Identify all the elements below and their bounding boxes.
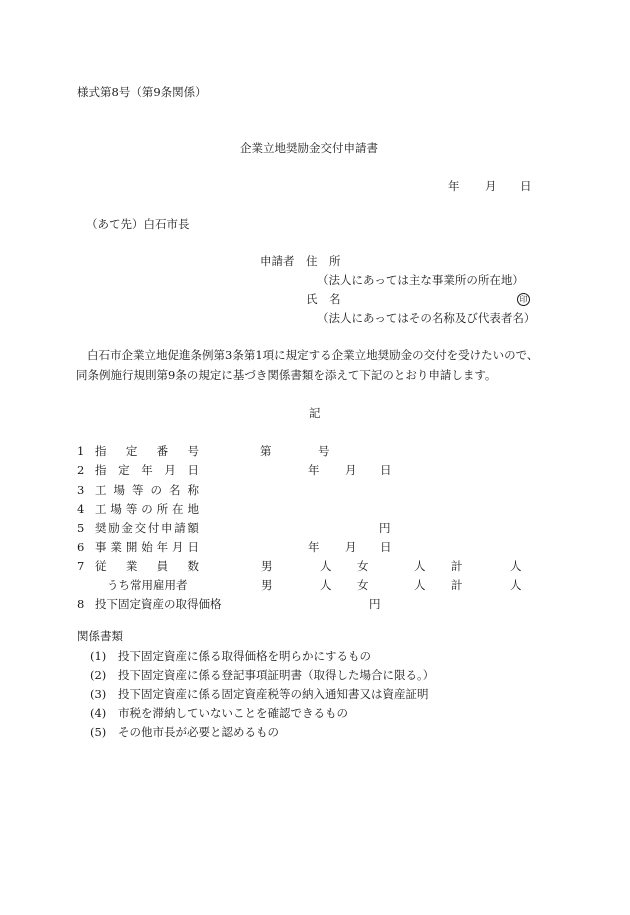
label-char: 定 — [125, 444, 138, 458]
date-year: 年 — [448, 179, 460, 193]
label-char: 指 — [95, 444, 107, 458]
item-number: 3 — [77, 483, 85, 497]
item-number: 5 — [77, 521, 85, 535]
male-label: 男 — [261, 578, 273, 592]
label-char: 号 — [187, 444, 199, 458]
item-label-designation-date — [95, 465, 199, 477]
address-note: （法人にあっては主な事業所の所在地） — [317, 273, 524, 287]
date-year: 年 — [308, 540, 320, 554]
female-label: 女 — [357, 559, 369, 573]
item-label-regular-employees: うち常用雇用者 — [107, 578, 188, 592]
item-label-employee-count — [95, 561, 199, 573]
label-char: 事 — [95, 540, 107, 554]
item-label-acquisition-price: 投下固定資産の取得価格 — [95, 597, 222, 611]
label-char: 業 — [110, 540, 122, 554]
date-month: 月 — [485, 179, 497, 193]
label-char: 在 — [172, 502, 184, 516]
item-label-subsidy-amount — [95, 523, 199, 535]
label-char: 工 — [95, 483, 107, 497]
label-char: 励 — [108, 521, 120, 535]
go-label: 号 — [318, 444, 330, 458]
doc-number: (3) — [90, 687, 107, 701]
doc-text: 投下固定資産に係る登記事項証明書（取得した場合に限る。） — [118, 668, 435, 682]
label-char: 従 — [95, 559, 107, 573]
ki-heading: 記 — [309, 406, 321, 420]
label-char: 日 — [187, 463, 199, 477]
person-unit: 人 — [320, 578, 332, 592]
person-unit: 人 — [320, 559, 332, 573]
item-number: 7 — [77, 559, 85, 573]
label-char: 年 — [156, 540, 169, 554]
doc-text: 投下固定資産に係る取得価格を明らかにするもの — [118, 649, 371, 663]
label-char: 請 — [174, 521, 186, 535]
label-char: 等 — [125, 502, 138, 516]
doc-number: (2) — [90, 668, 107, 682]
date-day: 日 — [380, 463, 392, 477]
label-char: 所 — [156, 502, 169, 516]
date-month: 月 — [345, 540, 357, 554]
label-char: 工 — [95, 502, 107, 516]
name-note: （法人にあってはその名称及び代表者名） — [317, 311, 536, 325]
address-label: 住 所 — [306, 254, 341, 268]
item-number: 2 — [77, 463, 85, 477]
label-char: 額 — [187, 521, 199, 535]
person-unit: 人 — [510, 559, 522, 573]
label-char: の — [150, 483, 162, 497]
name-label: 氏 名 — [306, 292, 341, 306]
male-label: 男 — [261, 559, 273, 573]
label-char: 定 — [118, 463, 130, 477]
label-char: 金 — [121, 521, 133, 535]
label-char: 数 — [187, 559, 199, 573]
item-number: 1 — [77, 444, 85, 458]
person-unit: 人 — [510, 578, 522, 592]
item-number: 4 — [77, 502, 85, 516]
item-label-business-start-date — [95, 542, 199, 554]
seal-mark: 印 — [517, 293, 530, 306]
body-line-2: 同条例施行規則第9条の規定に基づき関係書類を添えて下記のとおり申請します。 — [76, 368, 497, 382]
label-char: の — [141, 502, 153, 516]
label-char: 場 — [113, 483, 125, 497]
total-label: 計 — [451, 578, 463, 592]
label-char: 番 — [156, 444, 169, 458]
item-number: 6 — [77, 540, 85, 554]
doc-number: (5) — [90, 725, 107, 739]
label-char: 年 — [141, 463, 153, 477]
person-unit: 人 — [414, 578, 426, 592]
label-char: 申 — [161, 521, 173, 535]
female-label: 女 — [357, 578, 369, 592]
label-char: 月 — [164, 463, 176, 477]
label-char: 名 — [169, 483, 181, 497]
label-char: 等 — [132, 483, 144, 497]
form-number: 様式第8号（第9条関係） — [77, 85, 207, 99]
doc-text: その他市長が必要と認めるもの — [118, 725, 279, 739]
label-char: 称 — [187, 483, 199, 497]
item-label-designation-number — [95, 446, 199, 458]
related-docs-heading: 関係書類 — [77, 629, 123, 643]
person-unit: 人 — [414, 559, 426, 573]
doc-number: (1) — [90, 649, 107, 663]
doc-number: (4) — [90, 706, 107, 720]
label-char: 場 — [110, 502, 122, 516]
label-char: 日 — [187, 540, 199, 554]
doc-text: 市税を滞納していないことを確認できるもの — [118, 706, 348, 720]
label-char: 付 — [147, 521, 160, 535]
label-char: 開 — [125, 540, 138, 554]
doc-text: 投下固定資産に係る固定資産税等の納入通知書又は資産証明 — [118, 687, 429, 701]
label-char: 始 — [141, 540, 153, 554]
label-char: 交 — [134, 521, 147, 535]
label-char: 指 — [95, 463, 107, 477]
item-label-factory-location — [95, 504, 199, 516]
label-char: 奨 — [95, 521, 107, 535]
applicant-label: 申請者 — [260, 254, 295, 268]
document-title: 企業立地奨励金交付申請書 — [240, 141, 378, 155]
label-char: 月 — [172, 540, 184, 554]
total-label: 計 — [451, 559, 463, 573]
label-char: 員 — [156, 559, 169, 573]
item-label-factory-name — [95, 485, 199, 497]
yen-unit: 円 — [379, 521, 391, 535]
date-year: 年 — [308, 463, 320, 477]
yen-unit: 円 — [369, 597, 381, 611]
body-line-1: 白石市企業立地促進条例第3条第1項に規定する企業立地奨励金の交付を受けたいので、 — [87, 348, 539, 362]
date-day: 日 — [380, 540, 392, 554]
dai-label: 第 — [260, 444, 272, 458]
addressee: （あて先）白石市長 — [86, 217, 190, 231]
date-month: 月 — [345, 463, 357, 477]
label-char: 地 — [187, 502, 199, 516]
label-char: 業 — [125, 559, 138, 573]
item-number: 8 — [77, 597, 85, 611]
date-day: 日 — [520, 179, 532, 193]
